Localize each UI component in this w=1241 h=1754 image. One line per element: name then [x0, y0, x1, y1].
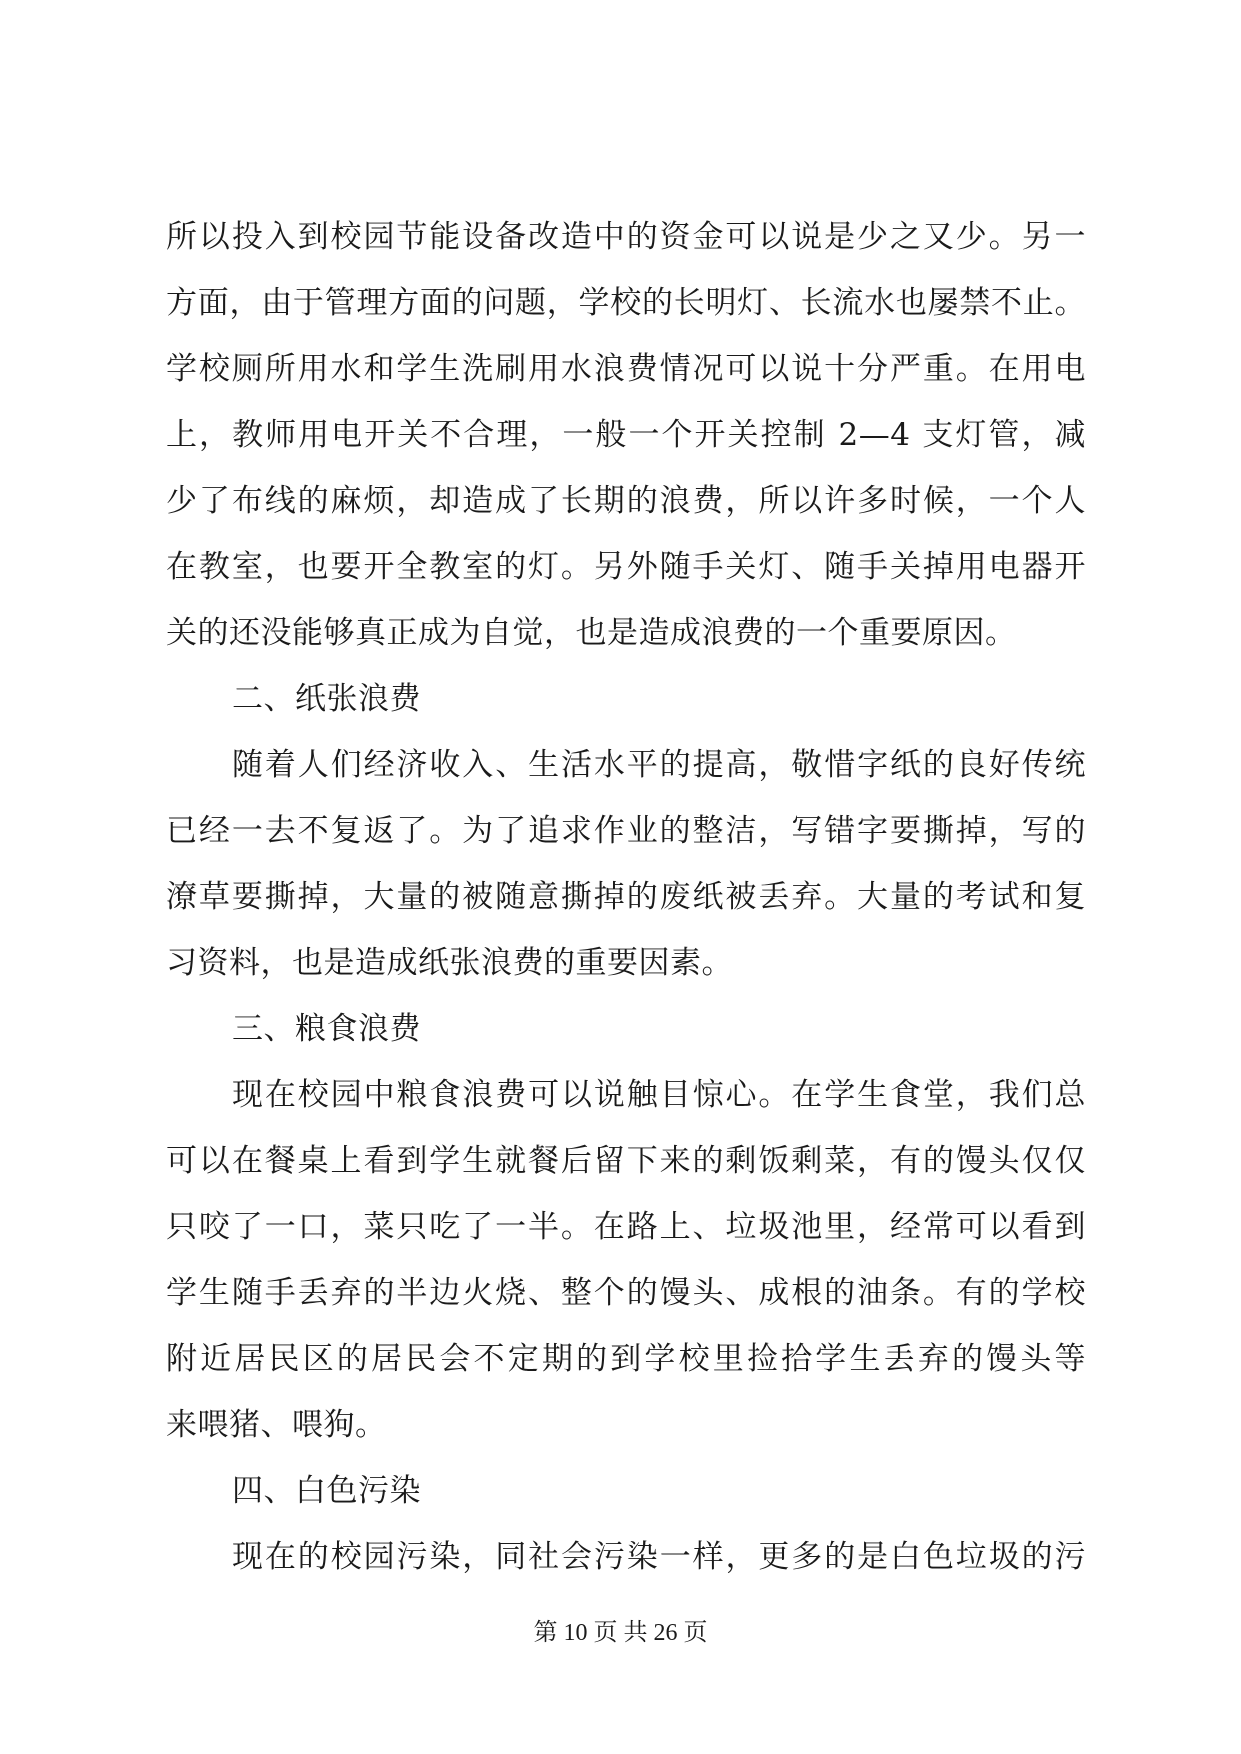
- paragraph-line: 所以投入到校园节能设备改造中的资金可以说是少之又少。另一: [166, 219, 1086, 255]
- paragraph-line: 现在校园中粮食浪费可以说触目惊心。在学生食堂，我们总: [232, 1077, 1086, 1113]
- paragraph-line: 关的还没能够真正成为自觉，也是造成浪费的一个重要原因。: [166, 615, 1017, 651]
- paragraph-line: 在教室，也要开全教室的灯。另外随手关灯、随手关掉用电器开: [166, 549, 1086, 585]
- paragraph-line: 方面，由于管理方面的问题，学校的长明灯、长流水也屡禁不止。: [166, 285, 1086, 321]
- paragraph-line: 学校厕所用水和学生洗刷用水浪费情况可以说十分严重。在用电: [166, 351, 1086, 387]
- paragraph-line: 只咬了一口，菜只吃了一半。在路上、垃圾池里，经常可以看到: [166, 1209, 1086, 1245]
- page-footer: 第 10 页 共 26 页: [533, 1620, 708, 1646]
- paragraph-line: 附近居民区的居民会不定期的到学校里捡拾学生丢弃的馒头等: [166, 1341, 1086, 1377]
- paragraph-line: 来喂猪、喂狗。: [166, 1407, 387, 1443]
- paragraph-line: 可以在餐桌上看到学生就餐后留下来的剩饭剩菜，有的馒头仅仅: [166, 1143, 1086, 1179]
- paragraph-line: 现在的校园污染，同社会污染一样，更多的是白色垃圾的污: [232, 1539, 1086, 1575]
- paragraph-line: 少了布线的麻烦，却造成了长期的浪费，所以许多时候，一个人: [166, 483, 1086, 519]
- body-text: [166, 204, 1086, 1590]
- paragraph-line: 习资料，也是造成纸张浪费的重要因素。: [166, 945, 733, 981]
- section-heading: 二、纸张浪费: [232, 681, 421, 717]
- paragraph-line: 上，教师用电开关不合理，一般一个开关控制 2—4 支灯管，减: [166, 417, 1086, 453]
- section-heading: 四、白色污染: [232, 1473, 421, 1509]
- paragraph-line: 随着人们经济收入、生活水平的提高，敬惜字纸的良好传统: [232, 747, 1086, 783]
- paragraph-line: 潦草要撕掉，大量的被随意撕掉的废纸被丢弃。大量的考试和复: [166, 879, 1086, 915]
- section-heading: 三、粮食浪费: [232, 1011, 421, 1047]
- paragraph-line: 已经一去不复返了。为了追求作业的整洁，写错字要撕掉，写的: [166, 813, 1086, 849]
- paragraph-line: 学生随手丢弃的半边火烧、整个的馒头、成根的油条。有的学校: [166, 1275, 1086, 1311]
